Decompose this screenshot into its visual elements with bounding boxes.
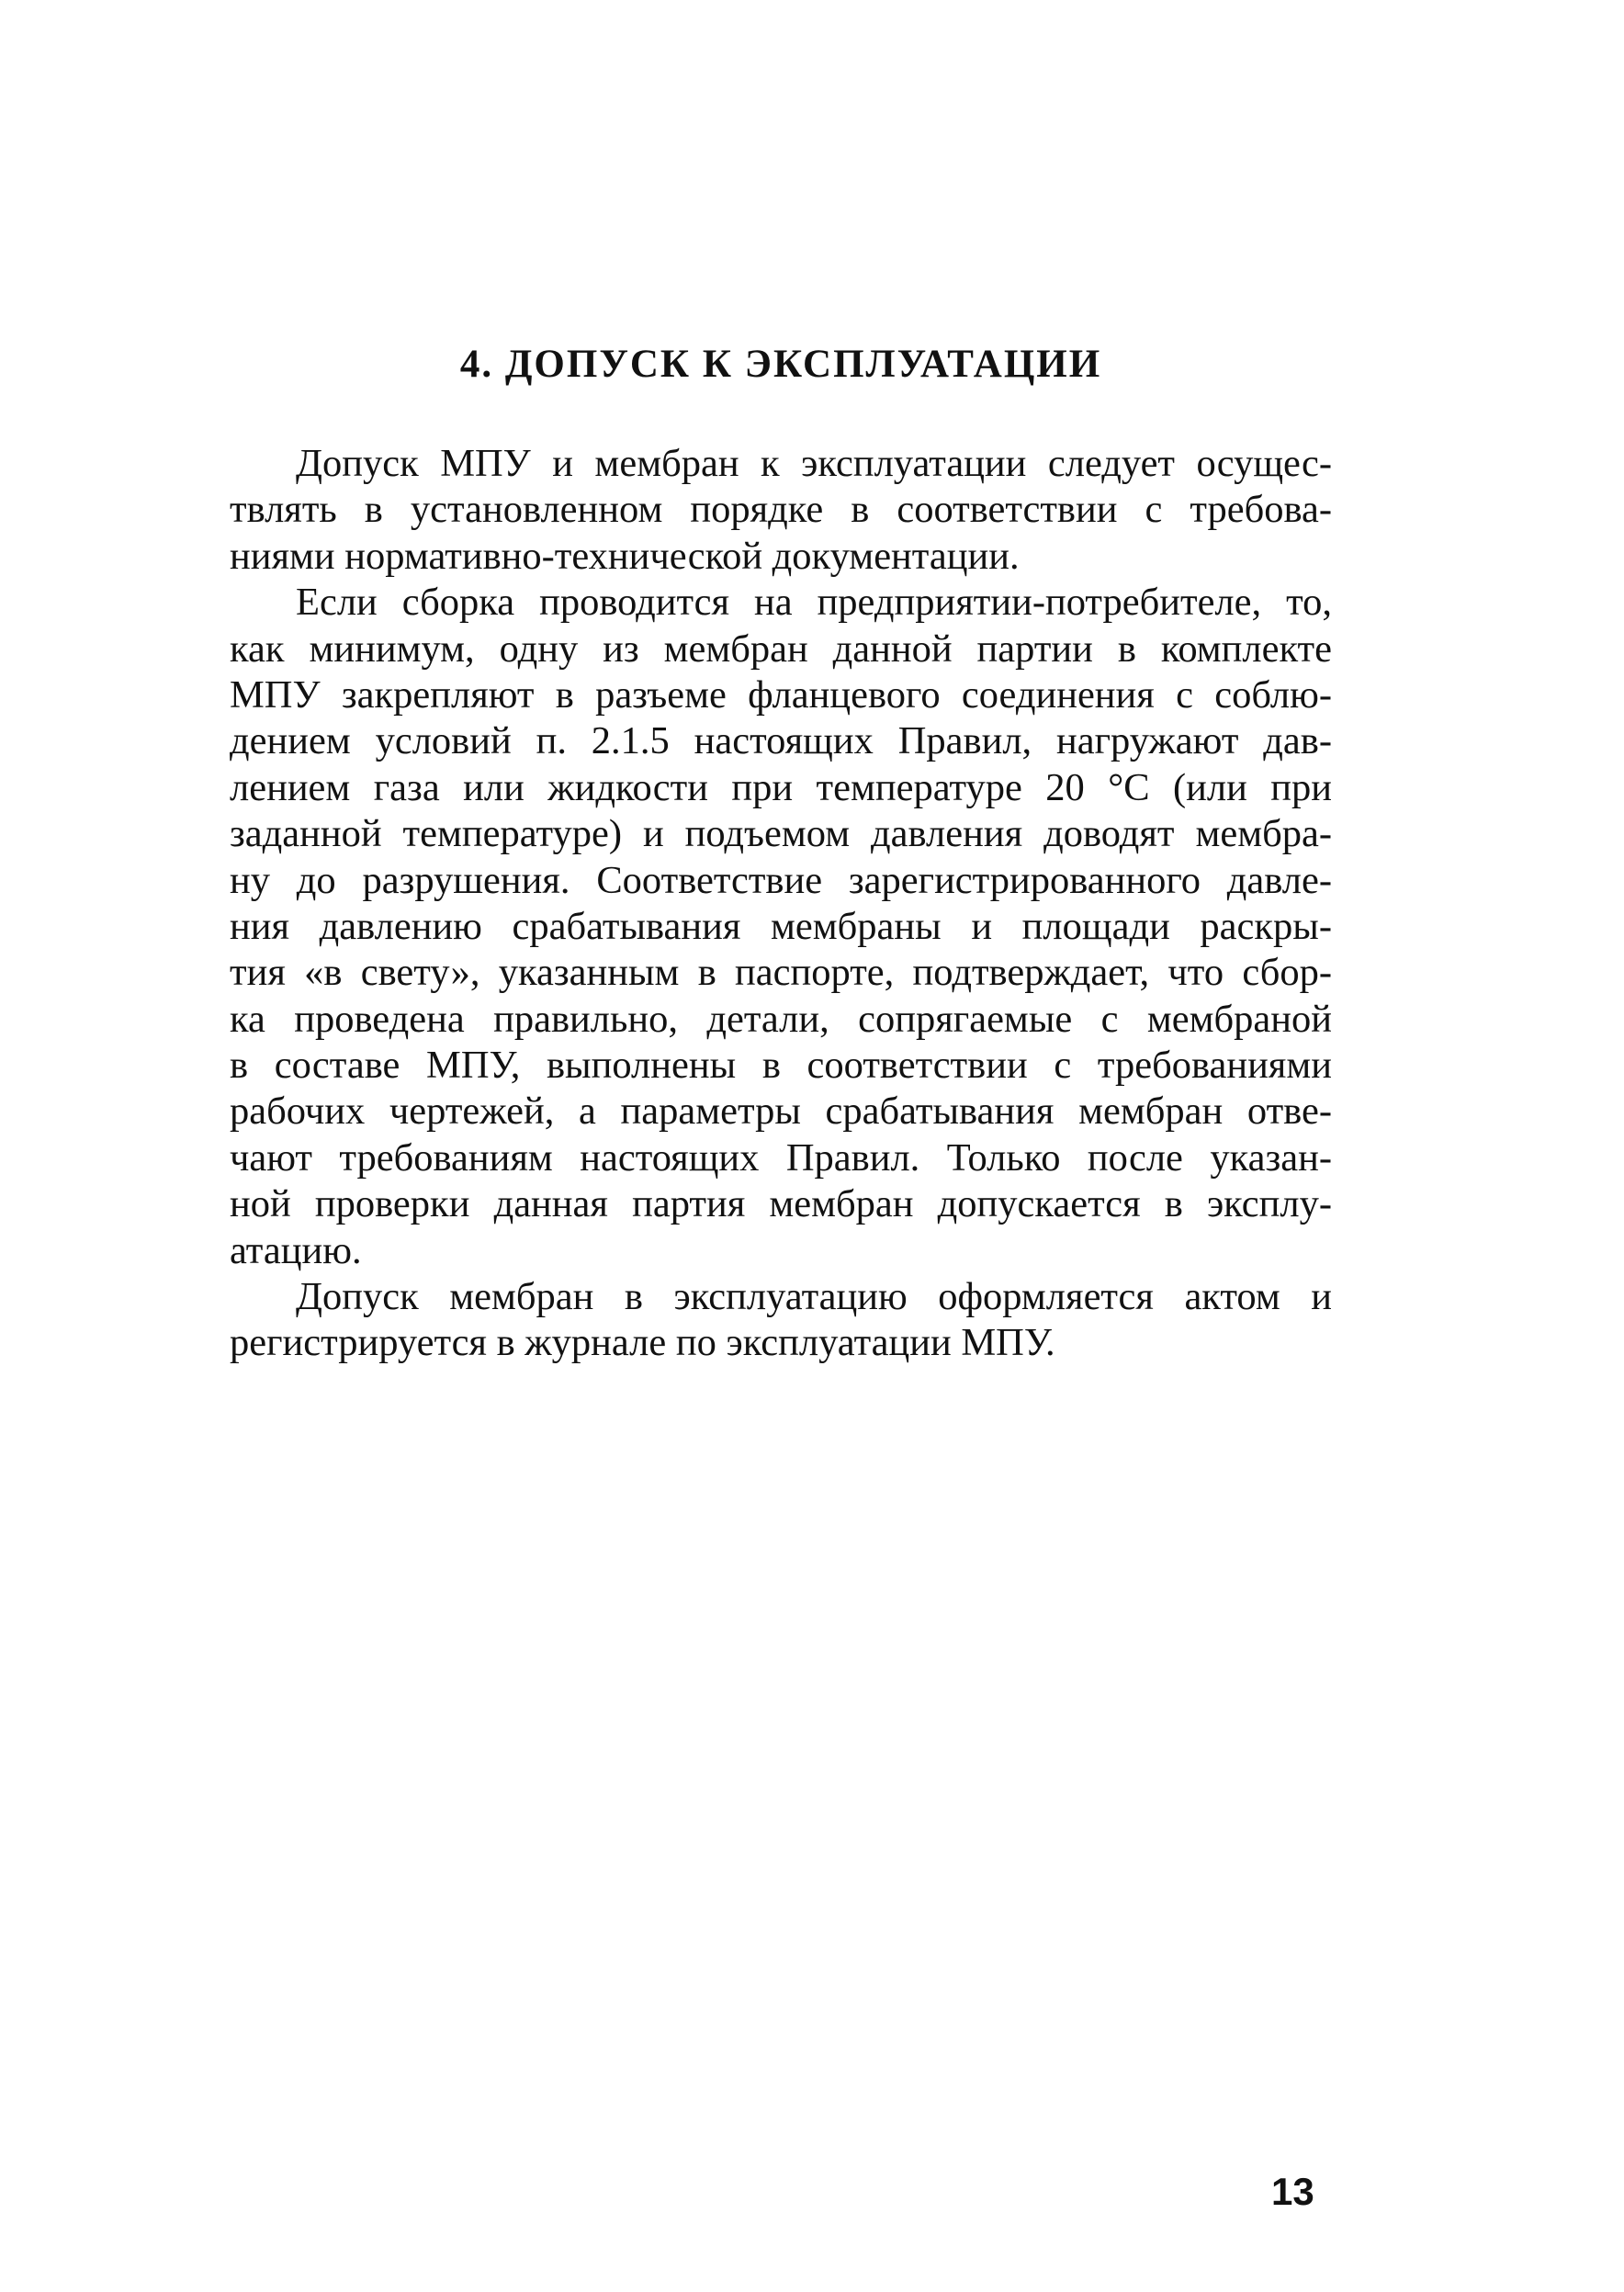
text-line: ну до разрушения. Соответствие зарегистрированного давле- — [230, 858, 1332, 902]
text-line: твлять в установленном порядке в соответствии с требова- — [230, 488, 1332, 532]
text-line: Допуск МПУ и мембран к эксплуатации следует осущес- — [296, 442, 1332, 485]
paragraph-3 — [230, 1274, 1332, 1367]
text-line: ка проведена правильно, детали, сопрягаемые с мембраной — [230, 997, 1332, 1041]
text-line: лением газа или жидкости при температуре 20 °С (или при — [230, 765, 1332, 809]
text-line: как минимум, одну из мембран данной партии в комплекте — [230, 627, 1332, 671]
text-line: заданной температуре) и подъемом давления доводят мембра- — [230, 812, 1332, 856]
page-number: 13 — [1271, 2170, 1314, 2213]
text-line: дением условий п. 2.1.5 настоящих Правил, нагружают дав- — [230, 719, 1332, 763]
paragraph-1 — [230, 441, 1332, 580]
text-line: ниями нормативно-технической документации. — [230, 534, 1020, 578]
text-line: чают требованиям настоящих Правил. Только после указан- — [230, 1135, 1332, 1180]
paragraph-2 — [230, 580, 1332, 1274]
text-line: регистрируется в журнале по эксплуатации МПУ. — [230, 1321, 1055, 1365]
text-line: Допуск мембран в эксплуатацию оформляется актом и — [296, 1275, 1332, 1319]
text-line: рабочих чертежей, а параметры срабатывания мембран отве- — [230, 1090, 1332, 1134]
text-line: в составе МПУ, выполнены в соответствии с требованиями — [230, 1044, 1332, 1088]
text-line: тия «в свету», указанным в паспорте, подтверждает, что сбор- — [230, 951, 1332, 995]
text-line: ния давлению срабатывания мембраны и площади раскры- — [230, 904, 1332, 948]
text-line: ной проверки данная партия мембран допускается в эксплу- — [230, 1182, 1332, 1226]
body-text — [230, 441, 1332, 1367]
text-line: атацию. — [230, 1228, 362, 1272]
text-line: МПУ закрепляют в разъеме фланцевого соединения с соблю- — [230, 672, 1332, 717]
section-heading: 4. ДОПУСК К ЭКСПЛУАТАЦИИ — [459, 343, 1102, 386]
text-line: Если сборка проводится на предприятии-потребителе, то, — [296, 581, 1332, 625]
